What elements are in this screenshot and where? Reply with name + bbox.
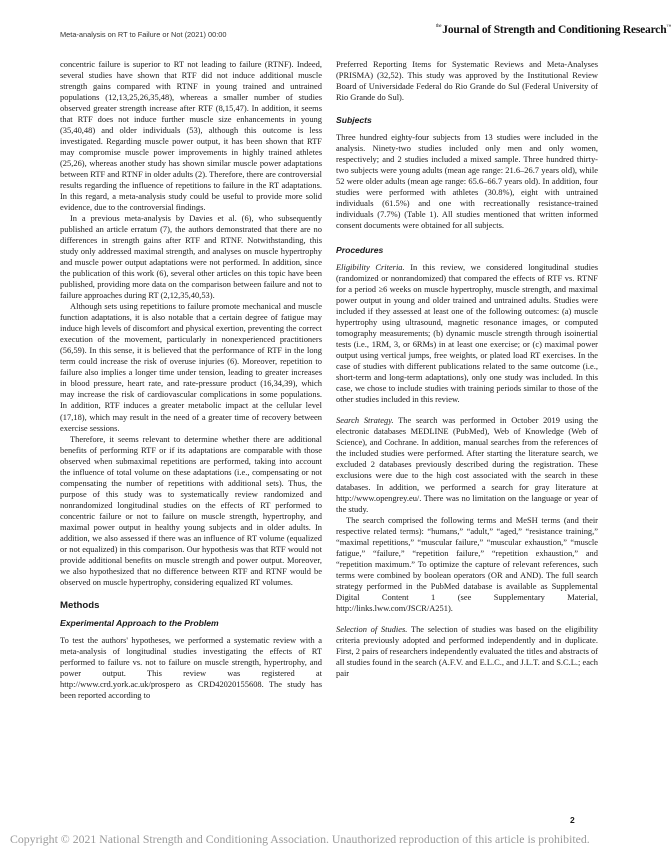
left-paragraph-3: Although sets using repetitions to failure promote mechanical and muscle function adaptations, it is also notable that a certain degree of fatigue may induce high levels of discomfort and physical exertion, preventing the correct execution of the movement, particularly in nonexperienced practitioners (56,59). In this sense, it is believed that the performance of RTF in the long term could increase the risk of overuse injuries (6). Moreover, repetition to failure also implies a longer time under tension, leading to greater increases in blood pressure, heart rate, and rate-pressure product (16,34,39), which may increase the risk of cardiovascular complications in some populations. In addition, RTF induces a greater metabolic impact at the cellular level (17,18), which may result in the need of a greater time of recovery between exercise sessions. <box>60 301 322 433</box>
trademark-mark: ™ <box>666 25 671 30</box>
eligibility-paragraph <box>336 262 598 405</box>
right-paragraph-1: Preferred Reporting Items for Systematic Reviews and Meta-Analyses (PRISMA) (32,52). This study was approved by the Institutional Review Board of Universidade Federal do Rio Grande do Sul (Federal University of Rio Grande do Sul). <box>336 59 598 103</box>
methods-heading: Methods <box>60 599 100 611</box>
journal-logo <box>436 24 671 36</box>
copyright-notice: Copyright © 2021 National Strength and Conditioning Association. Unauthorized reproduction of this article is prohibited. <box>10 832 590 846</box>
search-terms-paragraph: The search comprised the following terms and MeSH terms (and their respective related terms): “humans,” “adult,” “aged,” “resistance training,” “maximal repetitions,” “muscular failure,” “muscular exhaustion,” “muscle fatigue,” “failure,” “repetition failure,” “repetition exhaustion,” and “repetition maximum.” To optimize the capture of relevant references, such terms were combined by boolean operators (OR and AND). The full search strategy performed in the PubMed database is available as Supplemental Digital Content 1 (see Supplementary Material, http://links.lww.com/JSCR/A251). <box>336 514 598 613</box>
search-strategy-text: The search was performed in October 2019 using the electronic databases MEDLINE (PubMed), Web of Knowledge (Web of Science), and Cochrane. In addition, manual searches from the references of the included studies were performed. After starting the literature search, we excluded 2 databases previously described during the registration. These exclusions were due to the high cost associated with the search in these databases. In addition, we performed a search for gray literature at http://www.opengrey.eu/. There was no limitation on the language or year of the study. <box>336 415 598 514</box>
subjects-heading: Subjects <box>336 115 372 126</box>
search-strategy-label: Search Strategy. <box>336 415 394 426</box>
selection-label: Selection of Studies. <box>336 623 408 634</box>
right-paragraph-2: Three hundred eighty-four subjects from 13 studies were included in the analysis. Ninety-two studies included only men and only women, respectively; and 2 studies included a mixed sample. Three hundred thirty-two subjects were young adults (mean age range: 21.6–26.7 years old), while 52 were older adults (mean age range: 65.6–66.7 years old). In addition, four studies were performed with athletes (30.8%), eight with untrained individuals (61.5%) and one with recreationally resistance-trained individuals (7.7%) (Table 1). All studies mentioned that written informed consent documents were obtained for all subjects. <box>336 132 598 231</box>
page-number: 2 <box>570 815 575 825</box>
procedures-heading: Procedures <box>336 245 384 256</box>
eligibility-label: Eligibility Criteria. <box>336 262 405 273</box>
left-paragraph-1: concentric failure is superior to RT not leading to failure (RTNF). Indeed, several studies have shown that RTF did not induce additional muscle strength gains compared with RTNF in young trained and untrained populations (12,13,25,26,35,48), whereas a smaller number of studies observed greater strength increase after RTF (8,15,47). In addition, it seems that RTF does not induce further muscle size enhancements in young (35,40,48) and older individuals (53), although this outcome is less investigated. Regarding muscle power output, it has been shown that RTF may compromise muscle power improvements in highly trained athletes (25,26), whereas another study has shown similar muscle power adaptations between RTF and RTNF in older adults (2). Therefore, there are controversial results regarding the influence of repetitions to failure in the RT adaptations. In this regard, a meta-analysis study could be useful to provide more solid evidence, due to the controversial findings. <box>60 59 322 213</box>
left-column <box>60 59 322 701</box>
search-strategy-paragraph <box>336 415 598 514</box>
left-paragraph-2: In a previous meta-analysis by Davies et al. (6), who subsequently published an article erratum (7), the authors demonstrated that there are no differences in strength gains after RTF and RTNF. Notwithstanding, this study only addressed maximal strength, and analyses on muscle hypertrophy and muscle power output adaptations were not performed. In addition, since the publication of this work (6), several other articles on this topic have been published, providing more data on the comparison between failure and not to failure approaches during RT (2,12,35,40,53). <box>60 213 322 301</box>
running-title: Meta-analysis on RT to Failure or Not (2021) 00:00 <box>60 30 227 39</box>
journal-prefix: the <box>436 24 442 29</box>
selection-paragraph <box>336 624 598 679</box>
eligibility-text: In this review, we considered longitudinal studies (randomized or nonrandomized) that compared the effects of RTF vs. RTNF for a period ≥6 weeks on muscle hypertrophy, muscle strength, and maximal power output in young and older trained and untrained adults. Studies were included if they assessed at least one of the following outcomes: (a) muscle hypertrophy using ultrasound, magnetic resonance images, or computed tomography measurements; (b) dynamic muscle strength through isoinertial tests (i.e., 1RM, 3, or 6RMs) in at least one exercise; or (c) maximal power output using vertical jumps, free weights, or plated load RT exercises. In the case of studies with different publications related to the same outcome (i.e., short-term and long-term adaptations), only one study was included. In this case, we chose to include studies with training periods similar to those of the other studies included in this review. <box>336 262 598 405</box>
journal-title: Journal of Strength and Conditioning Research <box>442 24 667 36</box>
experimental-approach-heading: Experimental Approach to the Problem <box>60 617 219 628</box>
left-paragraph-5: To test the authors' hypotheses, we performed a systematic review with a meta-analysis of longitudinal studies investigating the effects of RT performed to failure vs. not to failure on muscle strength, hypertrophy, and power output. This review was registered at http://www.crd.york.ac.uk/prospero as CRD42020155608. The study has been reported according to <box>60 634 322 700</box>
selection-text: The selection of studies was based on the eligibility criteria previously adopted and performed independently and in duplicate. First, 2 pairs of researchers independently evaluated the titles and abstracts of all studies found in the search (A.F.V. and E.L.C., and J.L.T. and S.C.L.; each pair <box>336 623 598 678</box>
left-paragraph-4: Therefore, it seems relevant to determine whether there are additional benefits of performing RTF or if its adaptations are comparable with those observed when submaximal repetitions are performed, taking into account the influence of total volume on these adaptations (i.e., compensating or not compensating the number of repetitions with additional sets). Thus, the purpose of this study was to systematically review randomized and nonrandomized longitudinal studies on the effects of RT performed to concentric failure or not to failure on muscle strength, hypertrophy, and maximal power output in healthy young subjects and in older adults. In addition, we also assessed if there was an influence of RT volume (equalized or not equalized) in this comparison. Our hypothesis was that RTF would not provide additional benefits on muscle strength and power output. Moreover, we also hypothesized that no difference between RTF and RTNF would be observed on muscle hypertrophy, considering equalized RT volumes. <box>60 433 322 587</box>
right-column <box>336 59 598 679</box>
